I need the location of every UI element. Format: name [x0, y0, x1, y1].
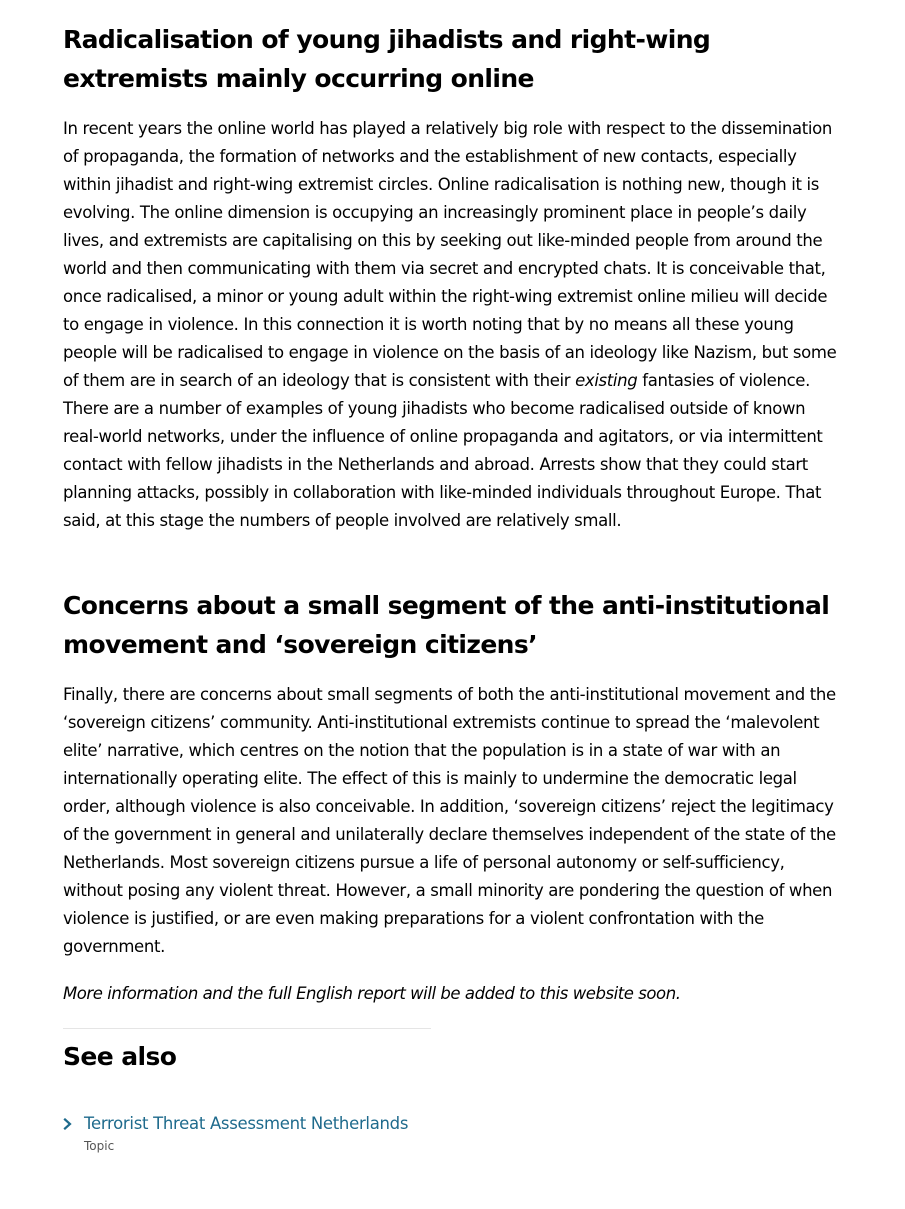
- emphasis-existing: existing: [575, 371, 638, 390]
- see-also-item-type: Topic: [84, 1139, 115, 1153]
- section-heading-online-radicalisation: Radicalisation of young jihadists and right-wing extremists mainly occurring online: [63, 25, 711, 93]
- see-also-heading: See also: [63, 1042, 177, 1071]
- report-note: More information and the full English report will be added to this website soon.: [63, 984, 681, 1003]
- section-heading-sovereign-citizens: Concerns about a small segment of the anti-institutional movement and ‘sovereign citizens’: [63, 591, 830, 659]
- chevron-right-icon: [63, 1110, 75, 1138]
- divider: [63, 1028, 431, 1029]
- paragraph-text-part: In recent years the online world has played a relatively big role with respect to the dissemination of propaganda, the formation of networks and the establishment of new contacts, especially within jihadist and right-wing extremist circles. Online radicalisation is nothing new, though it is evolving. The online dimension is occupying an increasingly prominent place in people’s daily lives, and extremists are capitalising on this by seeking out like-minded people from around the world and then communicating with them via secret and encrypted chats. It is conceivable that, once radicalised, a minor or young adult within the right-wing extremist online milieu will decide to engage in violence. In this connection it is worth noting that by no means all these young people will be radicalised to engage in violence on the basis of an ideology like Nazism, but some of them are in search of an ideology that is consistent with their: [63, 119, 837, 390]
- see-also-link-terrorist-threat-assessment[interactable]: Terrorist Threat Assessment Netherlands: [84, 1114, 409, 1133]
- section-paragraph-sovereign-citizens: Finally, there are concerns about small segments of both the anti-institutional movement and the ‘sovereign citizens’ community. Anti-institutional extremists continue to spread the ‘malevolent elite’ narrative, which centres on the notion that the population is in a state of war with an internationally operating elite. The effect of this is mainly to undermine the democratic legal order, although violence is also conceivable. In addition, ‘sovereign citizens’ reject the legitimacy of the government in general and unilaterally declare themselves independent of the state of the Netherlands. Most sovereign citizens pursue a life of personal autonomy or self-sufficiency, without posing any violent threat. However, a small minority are pondering the question of when violence is justified, or are even making preparations for a violent confrontation with the government.: [63, 685, 836, 956]
- section-paragraph-online-radicalisation: [63, 115, 843, 535]
- see-also-item[interactable]: [63, 1110, 843, 1154]
- paragraph-text-part: fantasies of violence. There are a number of examples of young jihadists who become radicalised outside of known real-world networks, under the influence of online propaganda and agitators, or via intermittent contact with fellow jihadists in the Netherlands and abroad. Arrests show that they could start planning attacks, possibly in collaboration with like-minded individuals throughout Europe. That said, at this stage the numbers of people involved are relatively small.: [63, 371, 823, 530]
- article-content: [63, 20, 843, 1154]
